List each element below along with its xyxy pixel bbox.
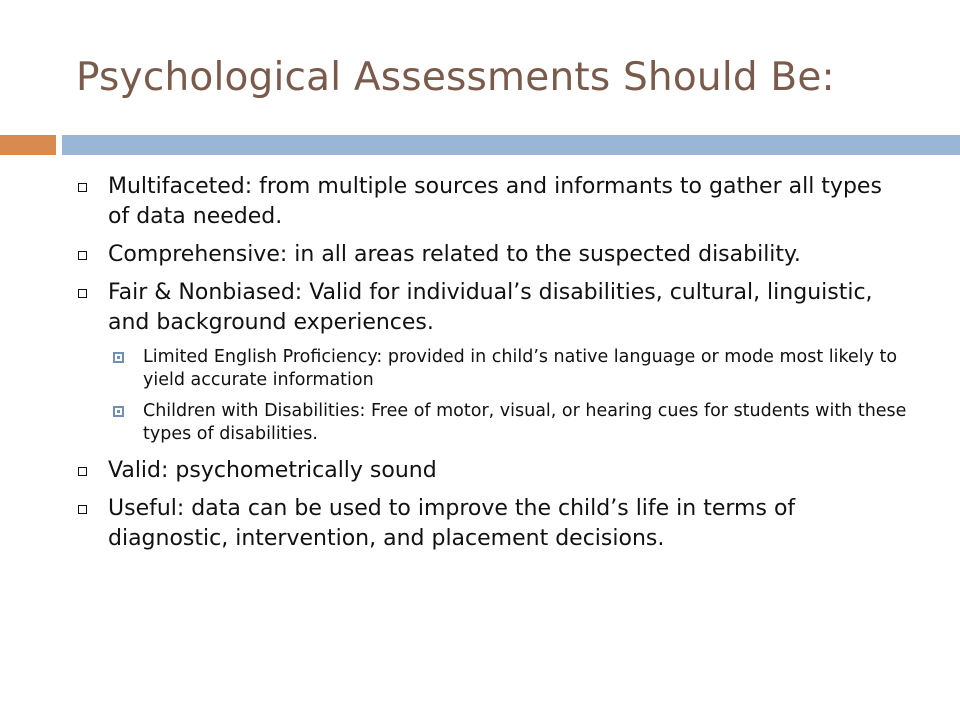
bullet-text: Valid: psychometrically sound	[108, 458, 437, 483]
sub-bullet-item	[70, 346, 910, 392]
sub-bullet-text: Limited English Proficiency: provided in child’s native language or mode most likely to yield accurate information	[143, 347, 898, 390]
sub-bullet-item	[70, 400, 910, 446]
bullet-item	[70, 456, 910, 486]
bullet-item	[70, 278, 910, 338]
slide-content	[70, 172, 910, 562]
square-bullet-icon	[78, 251, 87, 260]
bullet-text: Comprehensive: in all areas related to the suspected disability.	[108, 242, 801, 267]
sub-bullet-list	[70, 346, 910, 446]
bullet-item	[70, 240, 910, 270]
accent-bar-left	[0, 135, 56, 155]
square-bullet-icon	[78, 467, 87, 476]
bullet-item	[70, 494, 910, 554]
bullet-item	[70, 172, 910, 232]
square-bullet-icon	[78, 505, 87, 514]
accent-bar-right	[62, 135, 960, 155]
square-bullet-icon	[78, 183, 87, 192]
bullet-text: Useful: data can be used to improve the child’s life in terms of diagnostic, intervention, and placement decisions.	[108, 496, 796, 551]
filled-square-bullet-icon	[113, 352, 124, 363]
sub-bullet-text: Children with Disabilities: Free of motor, visual, or hearing cues for students with these types of disabilities.	[143, 401, 907, 444]
slide-title: Psychological Assessments Should Be:	[76, 55, 835, 100]
square-bullet-icon	[78, 289, 87, 298]
bullet-text: Fair & Nonbiased: Valid for individual’s disabilities, cultural, linguistic, and background experiences.	[108, 280, 873, 335]
filled-square-bullet-icon	[113, 406, 124, 417]
bullet-text: Multifaceted: from multiple sources and informants to gather all types of data needed.	[108, 174, 882, 229]
